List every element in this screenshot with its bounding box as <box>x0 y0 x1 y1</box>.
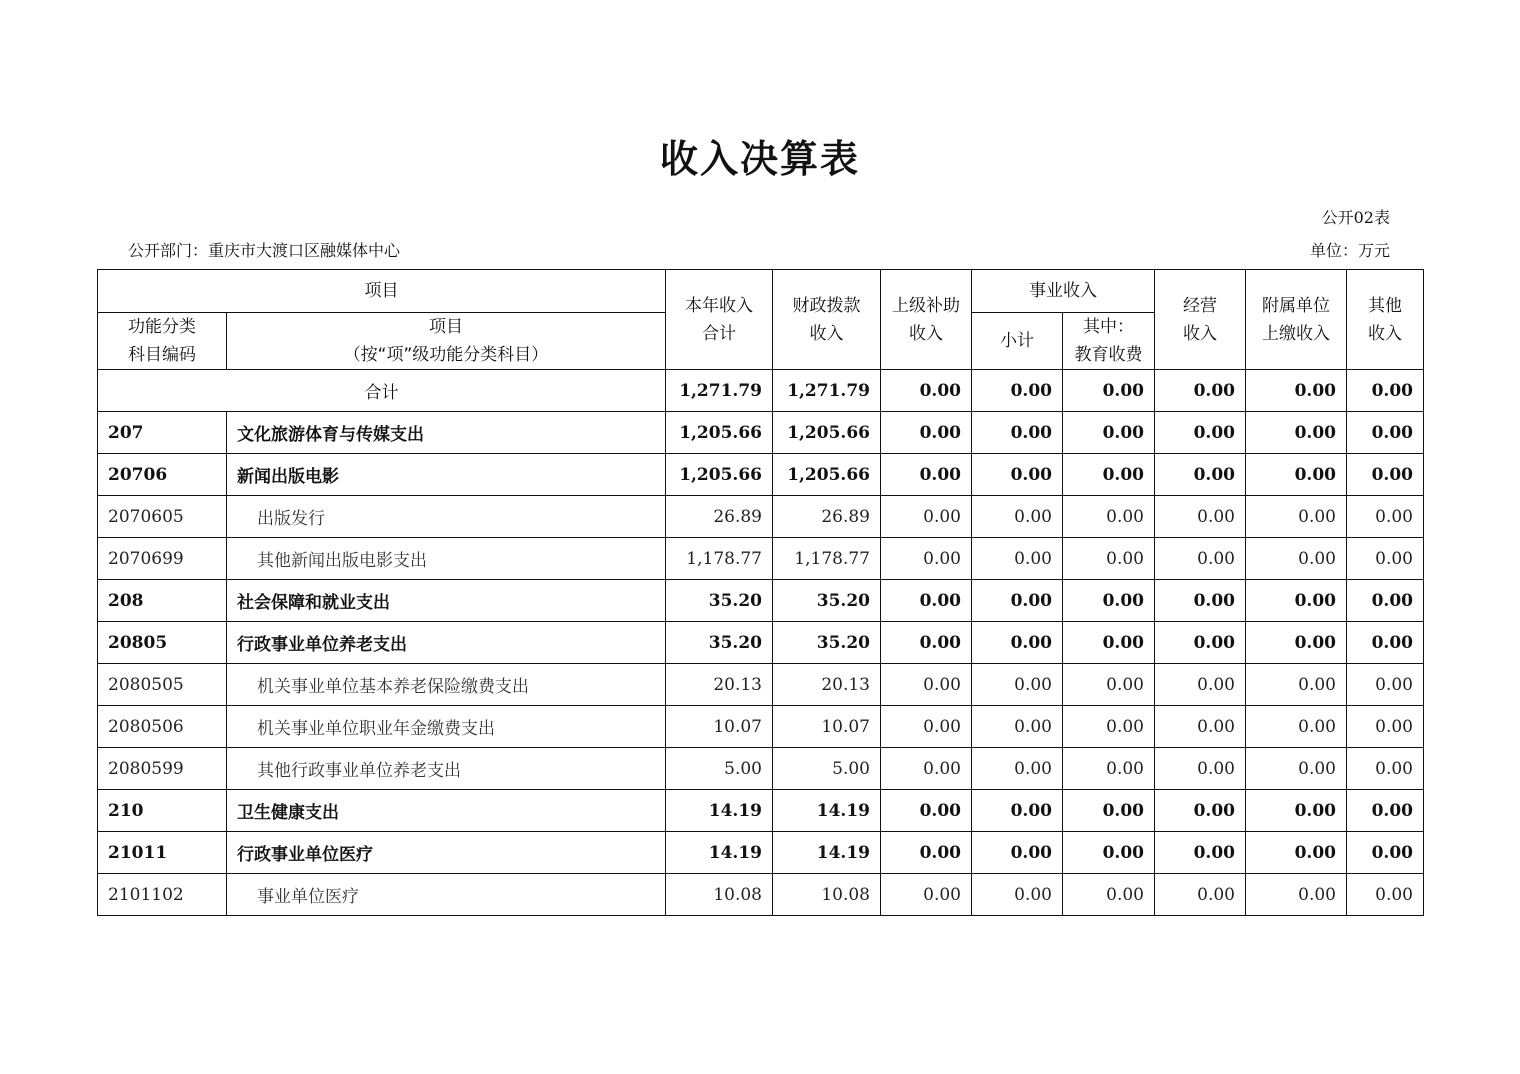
row-code: 2080506 <box>98 706 227 748</box>
row-value: 14.19 <box>773 832 881 874</box>
row-name-cell <box>227 496 666 538</box>
row-code: 207 <box>98 412 227 454</box>
header-total: 本年收入 合计 <box>666 270 773 370</box>
row-value: 14.19 <box>666 790 773 832</box>
row-value: 1,205.66 <box>773 412 881 454</box>
row-value: 1,178.77 <box>666 538 773 580</box>
row-value: 0.00 <box>972 874 1063 916</box>
row-name: 事业单位医疗 <box>257 887 359 907</box>
row-name: 其他新闻出版电影支出 <box>257 551 427 571</box>
row-value: 0.00 <box>1063 412 1155 454</box>
row-value: 0.00 <box>881 454 972 496</box>
row-name-cell <box>227 832 666 874</box>
table-row <box>98 664 1424 706</box>
row-value: 0.00 <box>1063 748 1155 790</box>
row-code: 2070605 <box>98 496 227 538</box>
table-row <box>98 496 1424 538</box>
row-value: 0.00 <box>972 412 1063 454</box>
row-name-cell <box>227 748 666 790</box>
row-value: 35.20 <box>773 580 881 622</box>
row-value: 0.00 <box>1246 748 1347 790</box>
header-item-sub: 项目 （按“项”级功能分类科目） <box>227 313 666 370</box>
row-value: 1,205.66 <box>666 412 773 454</box>
header-affiliated: 附属单位 上缴收入 <box>1246 270 1347 370</box>
row-value: 10.08 <box>773 874 881 916</box>
row-value: 1,178.77 <box>773 538 881 580</box>
row-value: 0.00 <box>1246 496 1347 538</box>
header-operating: 经营 收入 <box>1155 270 1246 370</box>
row-value: 0.00 <box>1246 874 1347 916</box>
row-value: 0.00 <box>1063 664 1155 706</box>
header-superior: 上级补助 收入 <box>881 270 972 370</box>
row-value: 0.00 <box>1063 832 1155 874</box>
table-row <box>98 706 1424 748</box>
total-value: 1,271.79 <box>666 370 773 412</box>
row-value: 0.00 <box>1347 748 1424 790</box>
row-value: 14.19 <box>773 790 881 832</box>
total-value: 0.00 <box>972 370 1063 412</box>
row-name: 其他行政事业单位养老支出 <box>257 761 461 781</box>
row-name-cell <box>227 538 666 580</box>
row-value: 0.00 <box>1063 454 1155 496</box>
row-value: 0.00 <box>972 580 1063 622</box>
row-value: 26.89 <box>773 496 881 538</box>
unit-label: 单位：万元 <box>1309 241 1390 260</box>
row-value: 0.00 <box>1347 454 1424 496</box>
row-value: 5.00 <box>773 748 881 790</box>
row-value: 0.00 <box>1063 496 1155 538</box>
table-row <box>98 790 1424 832</box>
row-value: 0.00 <box>972 496 1063 538</box>
row-value: 0.00 <box>1063 706 1155 748</box>
row-value: 1,205.66 <box>773 454 881 496</box>
row-value: 0.00 <box>1246 790 1347 832</box>
row-value: 0.00 <box>1155 790 1246 832</box>
row-code: 21011 <box>98 832 227 874</box>
row-value: 0.00 <box>1246 622 1347 664</box>
row-code: 208 <box>98 580 227 622</box>
row-value: 10.08 <box>666 874 773 916</box>
total-value: 1,271.79 <box>773 370 881 412</box>
table-row <box>98 832 1424 874</box>
row-value: 0.00 <box>1347 496 1424 538</box>
row-value: 0.00 <box>1063 580 1155 622</box>
row-value: 0.00 <box>1063 538 1155 580</box>
table-row <box>98 454 1424 496</box>
row-name: 卫生健康支出 <box>237 803 339 823</box>
row-name: 出版发行 <box>257 509 325 529</box>
table-row <box>98 748 1424 790</box>
total-value: 0.00 <box>1063 370 1155 412</box>
row-name: 行政事业单位医疗 <box>237 845 373 865</box>
row-name-cell <box>227 706 666 748</box>
row-code: 210 <box>98 790 227 832</box>
row-value: 0.00 <box>881 832 972 874</box>
row-value: 0.00 <box>881 538 972 580</box>
row-code: 2080599 <box>98 748 227 790</box>
row-value: 0.00 <box>881 790 972 832</box>
row-value: 0.00 <box>972 832 1063 874</box>
department-label: 公开部门：重庆市大渡口区融媒体中心 <box>128 241 401 260</box>
row-name: 新闻出版电影 <box>237 467 339 487</box>
row-name-cell <box>227 664 666 706</box>
row-value: 0.00 <box>881 580 972 622</box>
row-value: 0.00 <box>1246 832 1347 874</box>
total-value: 0.00 <box>1155 370 1246 412</box>
row-value: 0.00 <box>1347 580 1424 622</box>
table-row <box>98 580 1424 622</box>
form-number: 公开02表 <box>1321 208 1390 227</box>
row-name: 行政事业单位养老支出 <box>237 635 407 655</box>
row-value: 0.00 <box>972 706 1063 748</box>
table-body <box>98 370 1424 916</box>
header-education-fee: 其中： 教育收费 <box>1063 313 1155 370</box>
row-value: 0.00 <box>972 748 1063 790</box>
row-value: 0.00 <box>1246 412 1347 454</box>
row-value: 20.13 <box>773 664 881 706</box>
row-name: 文化旅游体育与传媒支出 <box>237 425 424 445</box>
row-value: 0.00 <box>881 412 972 454</box>
row-value: 0.00 <box>1347 874 1424 916</box>
row-code: 2080505 <box>98 664 227 706</box>
row-name-cell <box>227 790 666 832</box>
row-value: 10.07 <box>773 706 881 748</box>
row-value: 0.00 <box>1246 664 1347 706</box>
row-value: 0.00 <box>1155 832 1246 874</box>
row-value: 0.00 <box>881 664 972 706</box>
row-value: 0.00 <box>1347 538 1424 580</box>
total-value: 0.00 <box>1347 370 1424 412</box>
row-value: 0.00 <box>1063 622 1155 664</box>
row-value: 0.00 <box>972 454 1063 496</box>
income-settlement-table <box>97 269 1424 916</box>
row-value: 0.00 <box>1155 454 1246 496</box>
row-value: 0.00 <box>1155 580 1246 622</box>
row-value: 0.00 <box>1347 706 1424 748</box>
row-name: 机关事业单位职业年金缴费支出 <box>257 719 495 739</box>
row-name-cell <box>227 454 666 496</box>
header-item: 项目 <box>98 270 666 313</box>
row-value: 26.89 <box>666 496 773 538</box>
row-value: 0.00 <box>1347 790 1424 832</box>
row-name-cell <box>227 622 666 664</box>
row-name-cell <box>227 412 666 454</box>
row-value: 0.00 <box>881 496 972 538</box>
row-value: 0.00 <box>881 706 972 748</box>
row-value: 10.07 <box>666 706 773 748</box>
row-value: 0.00 <box>1063 790 1155 832</box>
header-subtotal: 小计 <box>972 313 1063 370</box>
header-other: 其他 收入 <box>1347 270 1424 370</box>
row-value: 0.00 <box>1246 706 1347 748</box>
row-value: 0.00 <box>1347 412 1424 454</box>
row-value: 0.00 <box>1155 706 1246 748</box>
header-fiscal: 财政拨款 收入 <box>773 270 881 370</box>
row-value: 0.00 <box>881 622 972 664</box>
row-value: 0.00 <box>1246 580 1347 622</box>
row-value: 35.20 <box>666 580 773 622</box>
row-value: 0.00 <box>881 748 972 790</box>
row-value: 0.00 <box>1155 664 1246 706</box>
total-value: 0.00 <box>881 370 972 412</box>
row-value: 0.00 <box>1347 832 1424 874</box>
row-value: 0.00 <box>1246 454 1347 496</box>
row-value: 0.00 <box>1246 538 1347 580</box>
row-name: 机关事业单位基本养老保险缴费支出 <box>257 677 529 697</box>
total-row <box>98 370 1424 412</box>
row-code: 20706 <box>98 454 227 496</box>
row-value: 0.00 <box>1155 496 1246 538</box>
row-value: 0.00 <box>972 622 1063 664</box>
total-label: 合计 <box>98 370 666 412</box>
header-code: 功能分类 科目编码 <box>98 313 227 370</box>
row-value: 0.00 <box>1155 748 1246 790</box>
total-value: 0.00 <box>1246 370 1347 412</box>
row-value: 20.13 <box>666 664 773 706</box>
row-name: 社会保障和就业支出 <box>237 593 390 613</box>
row-name-cell <box>227 874 666 916</box>
row-value: 0.00 <box>1155 538 1246 580</box>
row-value: 14.19 <box>666 832 773 874</box>
row-code: 2101102 <box>98 874 227 916</box>
row-value: 5.00 <box>666 748 773 790</box>
row-value: 0.00 <box>1347 622 1424 664</box>
row-value: 0.00 <box>972 538 1063 580</box>
row-value: 0.00 <box>881 874 972 916</box>
row-value: 0.00 <box>1155 874 1246 916</box>
table-row <box>98 874 1424 916</box>
page-title: 收入决算表 <box>659 137 860 181</box>
row-value: 1,205.66 <box>666 454 773 496</box>
row-value: 35.20 <box>773 622 881 664</box>
row-value: 0.00 <box>1063 874 1155 916</box>
row-code: 20805 <box>98 622 227 664</box>
table-row <box>98 412 1424 454</box>
row-value: 0.00 <box>1155 622 1246 664</box>
row-code: 2070699 <box>98 538 227 580</box>
header-business: 事业收入 <box>972 270 1155 313</box>
table-row <box>98 538 1424 580</box>
row-value: 0.00 <box>972 790 1063 832</box>
row-value: 0.00 <box>1347 664 1424 706</box>
row-value: 35.20 <box>666 622 773 664</box>
row-value: 0.00 <box>972 664 1063 706</box>
row-name-cell <box>227 580 666 622</box>
table-row <box>98 622 1424 664</box>
row-value: 0.00 <box>1155 412 1246 454</box>
